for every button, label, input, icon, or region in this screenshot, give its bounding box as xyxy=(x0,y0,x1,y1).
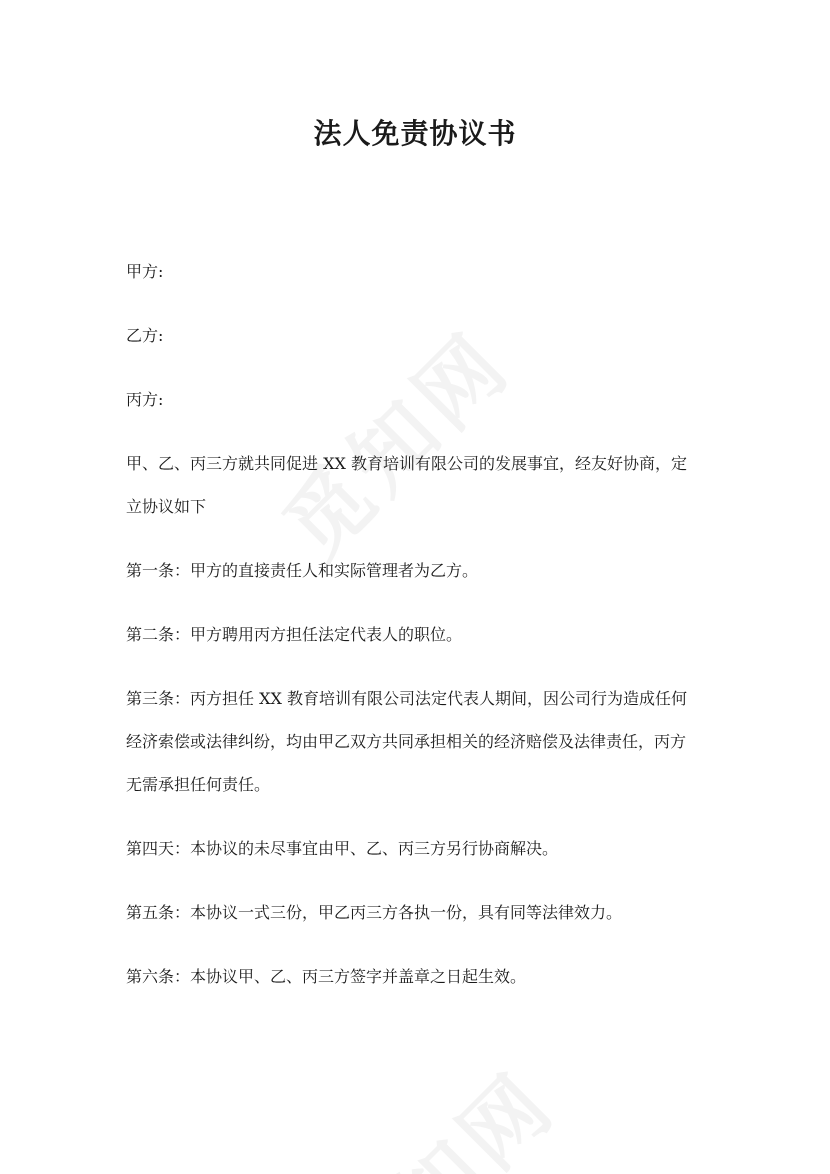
article-3-line-1: 第三条：丙方担任 XX 教育培训有限公司法定代表人期间，因公司行为造成任何 xyxy=(126,689,687,708)
article-6: 第六条：本协议甲、乙、丙三方签字并盖章之日起生效。 xyxy=(126,967,527,986)
article-2: 第二条：甲方聘用丙方担任法定代表人的职位。 xyxy=(126,625,463,644)
party-b-line: 乙方: xyxy=(126,326,164,345)
article-5: 第五条：本协议一式三份，甲乙丙三方各执一份，具有同等法律效力。 xyxy=(126,903,623,922)
intro-line-1: 甲、乙、丙三方就共同促进 XX 教育培训有限公司的发展事宜，经友好协商，定 xyxy=(126,454,687,473)
article-4: 第四天：本协议的未尽事宜由甲、乙、丙三方另行协商解决。 xyxy=(126,839,559,858)
party-a-line: 甲方: xyxy=(126,262,164,281)
article-3-line-3: 无需承担任何责任。 xyxy=(126,775,271,794)
intro-line-2: 立协议如下 xyxy=(126,497,207,516)
article-1: 第一条：甲方的直接责任人和实际管理者为乙方。 xyxy=(126,561,479,580)
article-3-line-2: 经济索偿或法律纠纷，均由甲乙双方共同承担相关的经济赔偿及法律责任，丙方 xyxy=(126,732,687,751)
party-c-line: 丙方: xyxy=(126,390,164,409)
watermark xyxy=(298,1040,579,1174)
document-title: 法人免责协议书 xyxy=(313,117,517,150)
